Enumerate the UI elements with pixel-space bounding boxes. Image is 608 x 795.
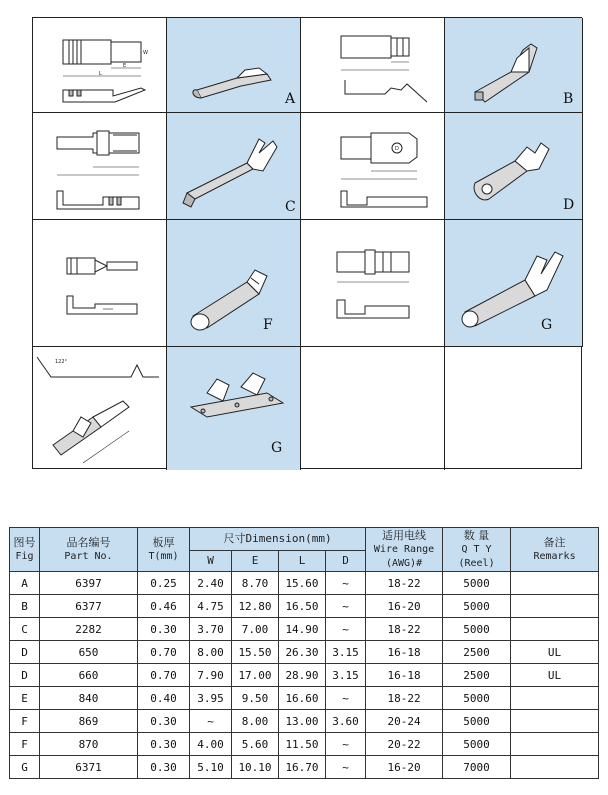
cell-e: 8.00 [232,710,279,733]
dim-label-l: L [99,71,102,77]
header-thickness: 板厚 T(mm) [138,528,190,572]
drawing-a-svg [33,18,167,113]
cell-fig: E [10,687,40,710]
cell-l: 13.00 [279,710,326,733]
dim-label-d: D [395,146,399,152]
cell-fig: A [10,572,40,595]
illustration-e [167,220,301,347]
cell-l: 11.50 [279,733,326,756]
drawing-d-svg [301,113,445,220]
empty-cell-2 [445,347,583,470]
header-d: D [326,551,366,572]
cell-fig: C [10,618,40,641]
table-row [10,756,599,779]
cell-qty: 7000 [443,756,511,779]
cell-wire: 16-18 [366,664,443,687]
cell-fig: G [10,756,40,779]
drawing-c [33,113,167,220]
header-l: L [279,551,326,572]
spec-table-body [10,572,599,779]
cell-wire: 18-22 [366,572,443,595]
cell-remarks [511,687,599,710]
spec-table [9,527,599,779]
illustration-e-svg [167,220,301,347]
cell-qty: 5000 [443,710,511,733]
cell-fig: D [10,641,40,664]
cell-part: 660 [40,664,138,687]
cell-qty: 2500 [443,664,511,687]
dim-label-e: E [123,63,127,69]
cell-qty: 5000 [443,595,511,618]
cell-wire: 16-20 [366,756,443,779]
cell-l: 16.50 [279,595,326,618]
header-e: E [232,551,279,572]
cell-remarks [511,572,599,595]
cell-fig: D [10,664,40,687]
angle-label: 122° [55,359,68,365]
cell-d: 3.15 [326,641,366,664]
cell-fig: F [10,733,40,756]
cell-w: 5.10 [190,756,232,779]
header-part-no: 品名编号 Part No. [40,528,138,572]
cell-part: 6377 [40,595,138,618]
cell-t: 0.30 [138,710,190,733]
cell-t: 0.70 [138,641,190,664]
cell-t: 0.70 [138,664,190,687]
cell-e: 9.50 [232,687,279,710]
figure-letter-d: D [563,197,575,213]
cell-wire: 18-22 [366,687,443,710]
cell-w: 7.90 [190,664,232,687]
cell-w: 3.70 [190,618,232,641]
table-row [10,641,599,664]
header-dimension: 尺寸Dimension(mm) [190,528,366,551]
cell-l: 28.90 [279,664,326,687]
cell-remarks: UL [511,664,599,687]
figure-letter-f: G [541,317,553,333]
illustration-g [167,347,301,470]
illustration-d [445,113,583,220]
illustration-f-svg [445,220,583,347]
figure-grid [32,17,582,469]
cell-part: 6371 [40,756,138,779]
cell-wire: 18-22 [366,618,443,641]
cell-d: ~ [326,618,366,641]
cell-e: 17.00 [232,664,279,687]
cell-l: 14.90 [279,618,326,641]
cell-e: 15.50 [232,641,279,664]
drawing-e-svg [33,220,167,347]
cell-qty: 2500 [443,641,511,664]
cell-remarks [511,618,599,641]
cell-l: 16.70 [279,756,326,779]
cell-e: 7.00 [232,618,279,641]
illustration-c-svg [167,113,301,220]
cell-w: 4.00 [190,733,232,756]
cell-t: 0.30 [138,733,190,756]
cell-wire: 20-24 [366,710,443,733]
figure-letter-b: B [563,91,574,107]
cell-e: 5.60 [232,733,279,756]
cell-part: 870 [40,733,138,756]
drawing-b-svg [301,18,445,113]
cell-part: 650 [40,641,138,664]
cell-l: 26.30 [279,641,326,664]
cell-t: 0.25 [138,572,190,595]
illustration-a [167,18,301,113]
figure-letter-g: G [271,440,283,456]
cell-qty: 5000 [443,572,511,595]
cell-t: 0.30 [138,618,190,641]
cell-qty: 5000 [443,618,511,641]
table-row [10,664,599,687]
cell-remarks [511,595,599,618]
cell-d: ~ [326,733,366,756]
cell-l: 15.60 [279,572,326,595]
cell-remarks: UL [511,641,599,664]
cell-remarks [511,756,599,779]
table-row [10,618,599,641]
illustration-f [445,220,583,347]
header-remarks: 备注 Remarks [511,528,599,572]
cell-e: 8.70 [232,572,279,595]
cell-w: 8.00 [190,641,232,664]
drawing-e [33,220,167,347]
cell-remarks [511,733,599,756]
header-wire-range: 适用电线 Wire Range (AWG)# [366,528,443,572]
header-w: W [190,551,232,572]
cell-wire: 16-18 [366,641,443,664]
cell-part: 840 [40,687,138,710]
cell-d: 3.60 [326,710,366,733]
illustration-b [445,18,583,113]
table-row [10,710,599,733]
drawing-g-svg [33,347,167,470]
drawing-g [33,347,167,470]
drawing-d [301,113,445,220]
cell-part: 6397 [40,572,138,595]
drawing-f [301,220,445,347]
cell-part: 869 [40,710,138,733]
drawing-c-svg [33,113,167,220]
empty-cell-1 [301,347,445,470]
cell-d: 3.15 [326,664,366,687]
figure-letter-c: C [285,199,296,215]
cell-w: 4.75 [190,595,232,618]
header-qty: 数 量 Q T Y (Reel) [443,528,511,572]
cell-d: ~ [326,687,366,710]
table-row [10,687,599,710]
cell-d: ~ [326,572,366,595]
cell-fig: B [10,595,40,618]
cell-w: 3.95 [190,687,232,710]
illustration-a-svg [167,18,301,113]
table-row [10,733,599,756]
cell-e: 12.80 [232,595,279,618]
illustration-c [167,113,301,220]
cell-t: 0.46 [138,595,190,618]
cell-t: 0.30 [138,756,190,779]
cell-wire: 16-20 [366,595,443,618]
drawing-b [301,18,445,113]
cell-qty: 5000 [443,733,511,756]
cell-l: 16.60 [279,687,326,710]
table-row [10,572,599,595]
cell-fig: F [10,710,40,733]
cell-d: ~ [326,756,366,779]
cell-part: 2282 [40,618,138,641]
cell-e: 10.10 [232,756,279,779]
header-fig: 图号 Fig [10,528,40,572]
cell-wire: 20-22 [366,733,443,756]
drawing-a [33,18,167,113]
cell-remarks [511,710,599,733]
drawing-f-svg [301,220,445,347]
figure-letter-e: F [263,317,273,333]
table-row [10,595,599,618]
figure-letter-a: A [285,91,296,107]
cell-qty: 5000 [443,687,511,710]
dim-label-w: W [143,50,148,56]
cell-t: 0.40 [138,687,190,710]
cell-w: ~ [190,710,232,733]
cell-w: 2.40 [190,572,232,595]
cell-d: ~ [326,595,366,618]
